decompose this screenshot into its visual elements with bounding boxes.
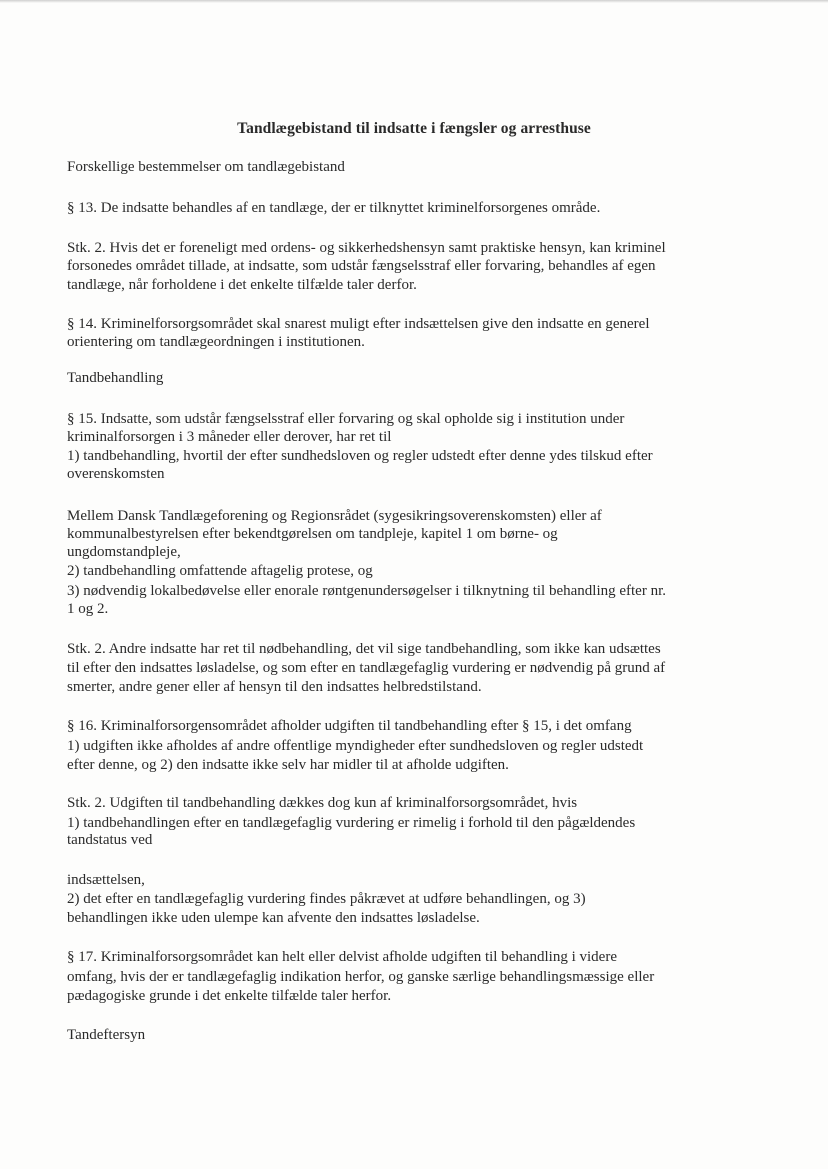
paragraph-line: 2) tandbehandling omfattende aftagelig protese, og: [67, 563, 373, 579]
paragraph-line: § 16. Kriminalforsorgensområdet afholder udgiften til tandbehandling efter § 15, i det omfang: [67, 718, 632, 734]
paragraph-line: ungdomstandpleje,: [67, 544, 181, 560]
paragraph-line: indsættelsen,: [67, 872, 145, 888]
paragraph-line: kriminalforsorgen i 3 måneder eller derover, har ret til: [67, 429, 392, 445]
paragraph-line: 1 og 2.: [67, 601, 109, 617]
paragraph-line: 3) nødvendig lokalbedøvelse eller enorale røntgenundersøgelser i tilknytning til behandling efter nr.: [67, 583, 666, 599]
paragraph-line: efter denne, og 2) den indsatte ikke selv har midler til at afholde udgiften.: [67, 757, 509, 773]
paragraph-line: 1) udgiften ikke afholdes af andre offentlige myndigheder efter sundhedsloven og regler udstedt: [67, 738, 644, 754]
paragraph-line: omfang, hvis der er tandlægefaglig indikation herfor, og ganske særlige behandlingsmæssige eller: [67, 969, 655, 985]
paragraph-line: § 15. Indsatte, som udstår fængselsstraf eller forvaring og skal opholde sig i institution under: [67, 411, 625, 427]
paragraph-line: orientering om tandlægeordningen i institutionen.: [67, 334, 365, 350]
paragraph-line: forsonedes området tillade, at indsatte, som udstår fængselsstraf eller forvaring, behandles af egen: [67, 258, 656, 274]
paragraph-line: behandlingen ikke uden ulempe kan afvente den indsattes løsladelse.: [67, 910, 480, 926]
paragraph-line: tandstatus ved: [67, 832, 153, 848]
document-title: Tandlægebistand til indsatte i fængsler og arresthuse: [237, 120, 591, 137]
paragraph-line: § 14. Kriminelforsorgsområdet skal snarest muligt efter indsættelsen give den indsatte en generel: [67, 316, 650, 332]
paragraph-line: til efter den indsattes løsladelse, og som efter en tandlægefaglig vurdering er nødvendig på grund af: [67, 660, 666, 676]
scan-edge: [0, 0, 828, 3]
paragraph-line: tandlæge, når forholdene i det enkelte tilfælde taler derfor.: [67, 277, 417, 293]
paragraph-line: 1) tandbehandlingen efter en tandlægefaglig vurdering er rimelig i forhold til den pågældendes: [67, 815, 636, 831]
paragraph-line: § 13. De indsatte behandles af en tandlæge, der er tilknyttet kriminelforsorgenes område.: [67, 200, 601, 216]
paragraph-line: smerter, andre gener eller af hensyn til den indsattes helbredstilstand.: [67, 679, 482, 695]
paragraph-line: Stk. 2. Hvis det er foreneligt med ordens- og sikkerhedshensyn samt praktiske hensyn, kan kriminel: [67, 240, 666, 256]
paragraph-line: kommunalbestyrelsen efter bekendtgørelsen om tandpleje, kapitel 1 om børne- og: [67, 526, 558, 542]
paragraph-line: 1) tandbehandling, hvortil der efter sundhedsloven og regler udstedt efter denne ydes tilskud efter: [67, 448, 653, 464]
paragraph-line: 2) det efter en tandlægefaglig vurdering findes påkrævet at udføre behandlingen, og 3): [67, 891, 586, 907]
paragraph-line: Stk. 2. Andre indsatte har ret til nødbehandling, det vil sige tandbehandling, som ikke kan udsættes: [67, 641, 661, 657]
paragraph-line: pædagogiske grunde i det enkelte tilfælde taler herfor.: [67, 988, 392, 1004]
paragraph-line: Mellem Dansk Tandlægeforening og Regionsrådet (sygesikringsoverenskomsten) eller af: [67, 508, 602, 524]
paragraph-line: overenskomsten: [67, 466, 165, 482]
paragraph-line: § 17. Kriminalforsorgsområdet kan helt eller delvist afholde udgiften til behandling i videre: [67, 949, 617, 965]
paragraph-line: Stk. 2. Udgiften til tandbehandling dækkes dog kun af kriminalforsorgsområdet, hvis: [67, 795, 578, 811]
section-heading: Tandeftersyn: [67, 1027, 146, 1043]
section-heading: Forskellige bestemmelser om tandlægebistand: [67, 159, 345, 175]
section-heading: Tandbehandling: [67, 370, 164, 386]
